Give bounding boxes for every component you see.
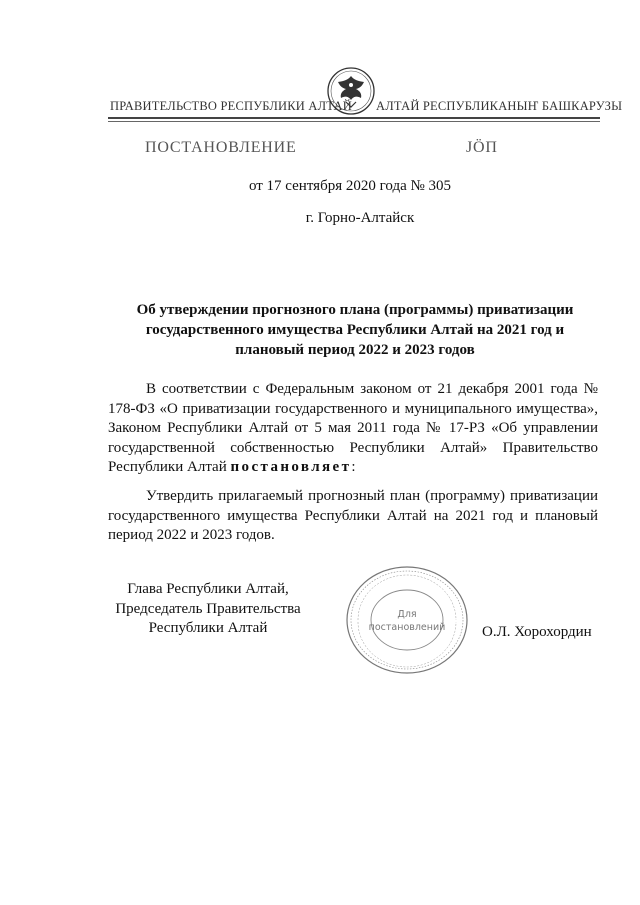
signature-line-3: Республики Алтай (148, 620, 268, 636)
stamp-text-1: Для (397, 609, 417, 620)
signature-title (108, 580, 308, 639)
header-left-text: ПРАВИТЕЛЬСТВО РЕСПУБЛИКИ АЛТАЙ (110, 99, 352, 113)
signatory-name: О.Л. Хорохордин (482, 624, 592, 640)
official-stamp (344, 564, 470, 676)
signature-line-2: Председатель Правительства (115, 600, 301, 617)
date-line: от 17 сентября 2020 года № 305 (248, 178, 452, 194)
para1-emphasis: постановляет (230, 459, 352, 475)
document-title (35, 300, 640, 360)
title-line-2: государственного имущества Республики Алтай на 2021 год и (145, 322, 565, 338)
title-line-1: Об утверждении прогнозного плана (программы) приватизации (136, 302, 574, 318)
para1-text: В соответствии с Федеральным законом от 21 декабря 2001 года № 178-ФЗ «О приватизации государственного и муниципального имущества», Законом Республики Алтай от 5 мая 2011 года № 17-РЗ «Об управлении государственной собственностью Республики Алтай» Правительство Республики Алтай (108, 381, 598, 475)
city-line: г. Горно-Алтайск (305, 210, 415, 226)
body-paragraph-2: Утвердить прилагаемый прогнозный план (программу) приватизации государственного имущества Республики Алтай на 2021 год и плановый период 2022 и 2023 годов. (108, 488, 598, 543)
header-rule-thick (108, 117, 600, 119)
para1-end: : (351, 459, 356, 475)
body-paragraph-1 (108, 380, 598, 478)
header-rule-thin (108, 121, 600, 122)
title-line-3: плановый период 2022 и 2023 годов (235, 342, 475, 358)
doc-type-russian: ПОСТАНОВЛЕНИЕ (145, 139, 297, 156)
signature-line-1: Глава Республики Алтай, (127, 581, 289, 597)
header-right-text: АЛТАЙ РЕСПУБЛИКАНЫҤ БАШКАРУЗЫ (376, 99, 623, 113)
stamp-text-2: постановлений (368, 622, 446, 633)
doc-type-altai: ЈӦП (466, 139, 498, 156)
